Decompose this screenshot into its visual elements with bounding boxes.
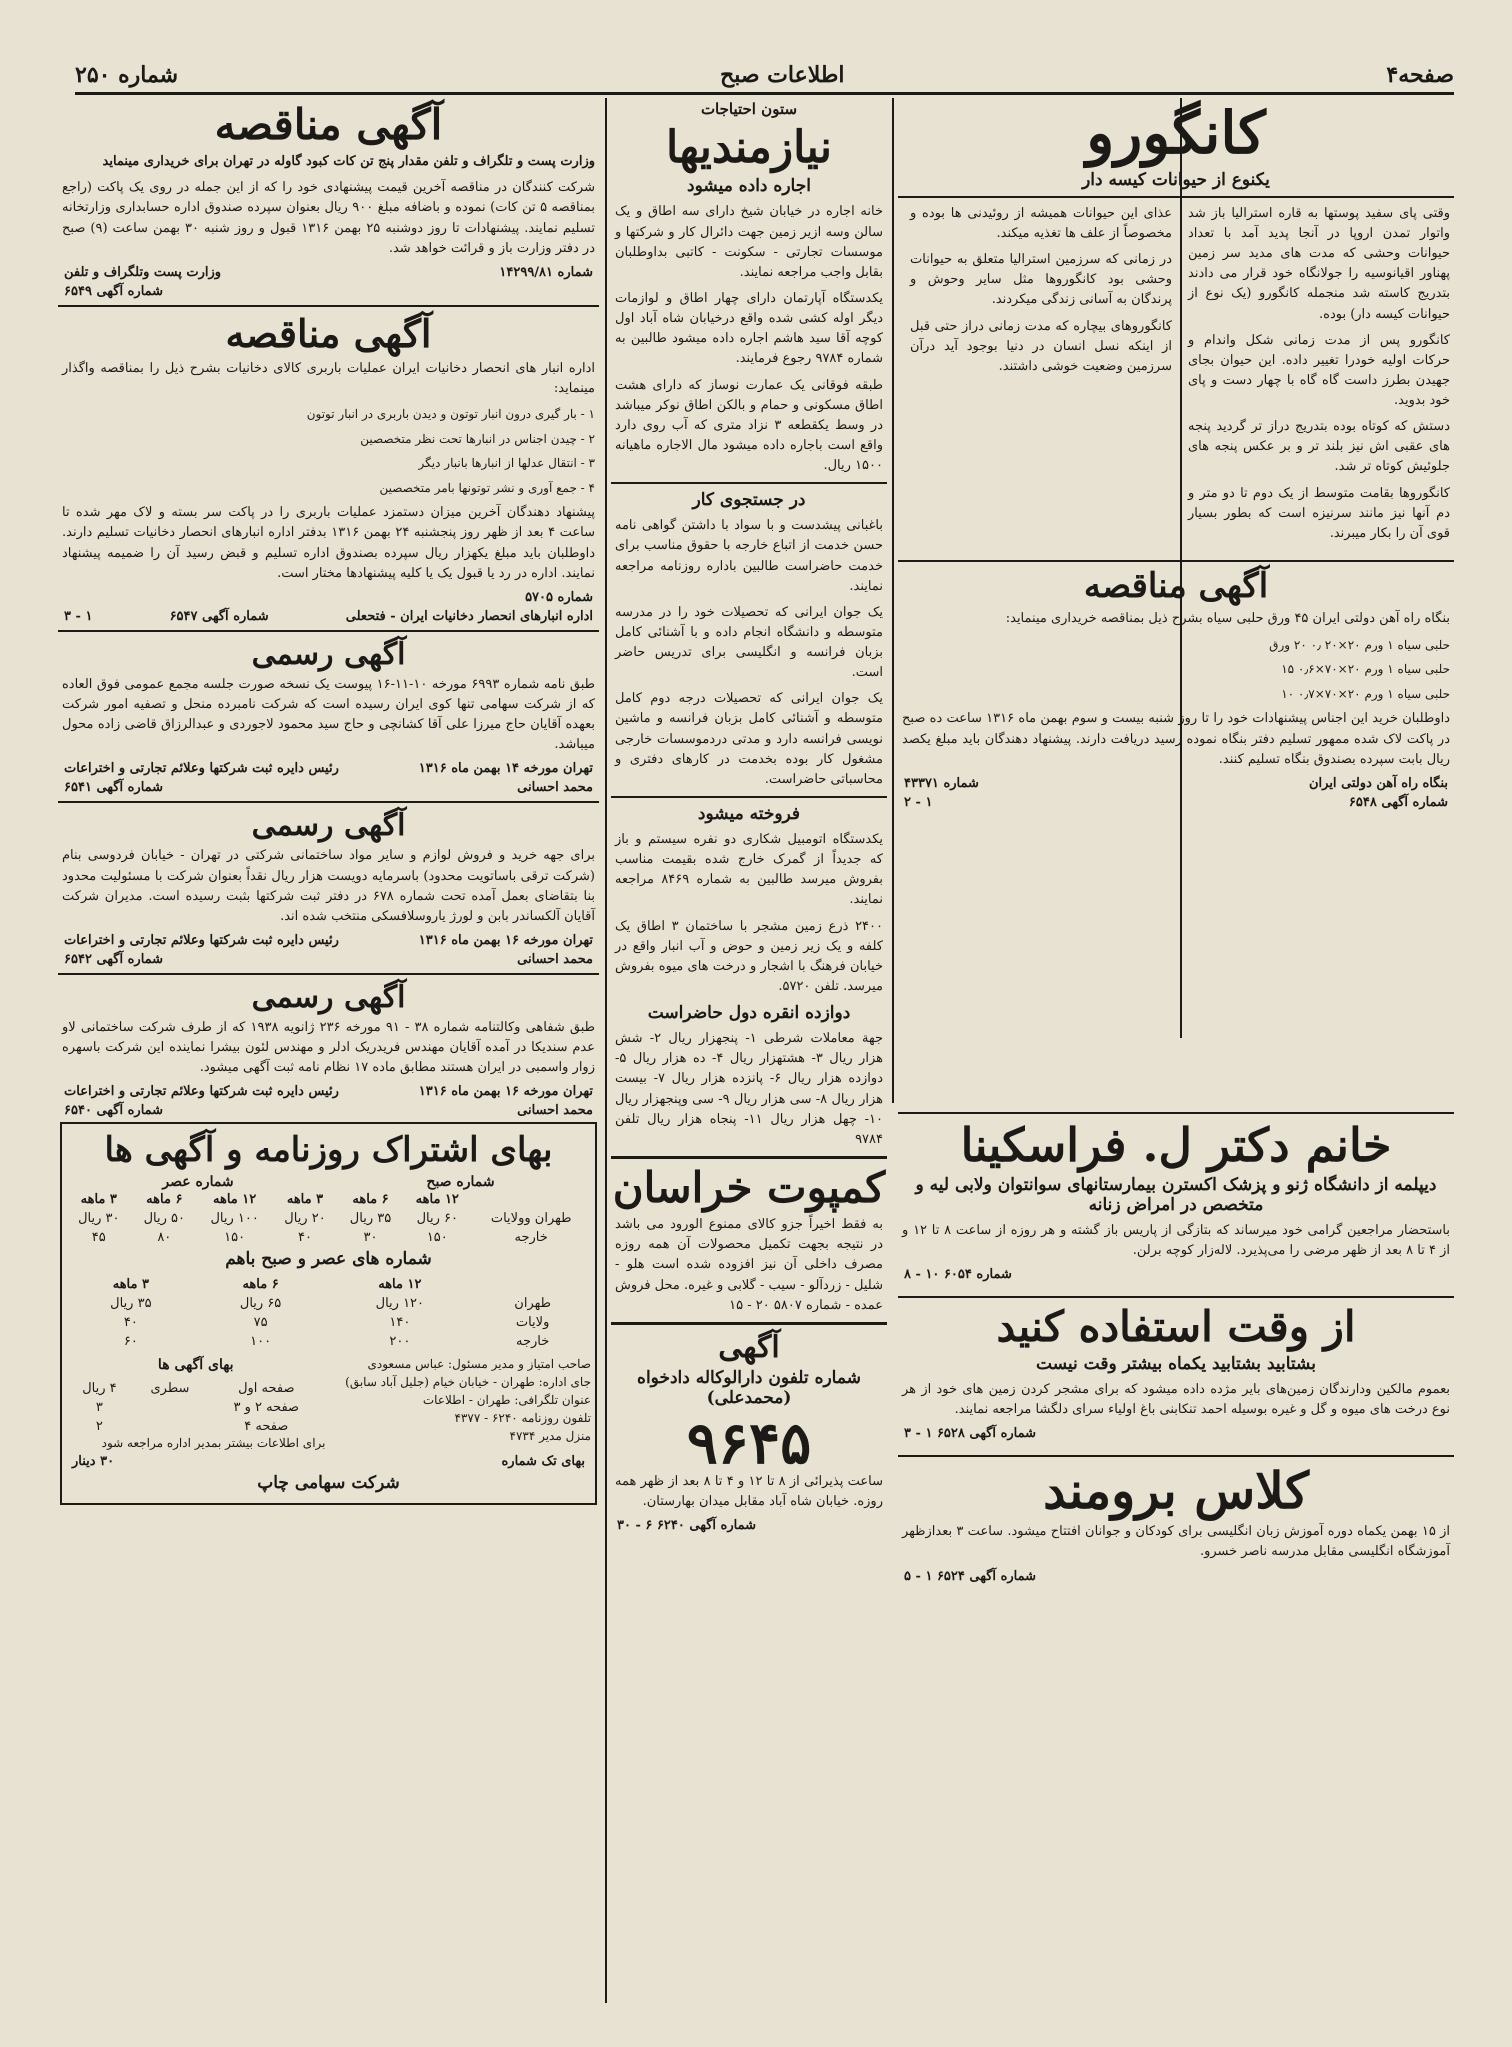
class-title: کلاس برومند [1043,1461,1309,1521]
rent-item: خانه اجاره در خیابان شیخ دارای سه اطاق و یک سالن وسه ازیر زمین جهت دائرال کار و شرکتها و موسسات تجارتی - سکونت - کاتبی بداوطلبان بقابل واجب مراجعه نمایند. [615,204,883,280]
job-item: یک جوان ایرانی که تحصیلات خود را در مدرسه متوسطه و دانشگاه انجام داده و با آشنائی کامل بزبان فرانسه و انگلیسی برای تدریس حاضر است. [615,604,883,681]
table-row [66,1332,591,1351]
tobacco-tender-pages: ۱ - ۳ [64,608,93,624]
lawyer-ad-title: آگهی [718,1329,780,1365]
address-line: جای اداره: طهران - خیابان خیام (جلیل آباد سابق) [345,1374,591,1389]
class-body: از ۱۵ بهمن یکماه دوره آموزش زبان انگلیسی برای کودکان و جوانان افتتاح میشود. ساعت ۳ بعدازظهر آموزشگاه انگلیسی مقابل مدرسه ناصر خسرو. [902,1524,1450,1560]
subscription-title: بهای اشتراک روزنامه و آگهی ها [104,1130,553,1171]
official-notice-sign: محمد احسانی [517,780,593,796]
morning-label: شماره صبح [426,1173,495,1190]
rail-tender-item: حلبی سیاه ۱ ورم ۲۰×۷۰×۰٫۶ ۱۵ [1281,662,1450,677]
right-column [898,98,1454,1098]
tobacco-tender-item: ۴ - جمع آوری و نشر توتونها بامر متخصصین [379,480,595,495]
official-notice-body: طبق شفاهی وکالتنامه شماره ۳۸ - ۹۱ مورخه ۲۳۶ ژانویه ۱۹۳۸ که از طرف شرکت ساختمانی لاو عدم سندیکا در آمده آقایان مهندس فریدریک ادلر و مهندس لئون بیشرا نماینده این شرکت باسهره زوار واسمبی در ایران هستند مطابق ماده ۱۷ نظام نامه ثبت آگهی میشود. [62,1020,595,1076]
table-cell: طهران [514,1295,551,1311]
tobacco-tender-sign: اداره انبارهای انحصار دخانیات ایران - فتحعلی [345,608,593,624]
table-header: ۶ ماهه [352,1191,389,1207]
table-row [66,1398,326,1417]
class-ad: شماره آگهی ۶۵۲۴ ۱ - ۵ [904,1568,1037,1584]
rail-tender-item: حلبی سیاه ۱ ورم ۲۰×۷۰×۰٫۷ ۱۰ [1281,686,1450,701]
post-tender-ad: شماره آگهی ۶۵۴۹ [64,283,164,299]
official-notice-ad: شماره آگهی ۶۵۴۱ [64,780,164,796]
rail-tender-title: آگهی مناقصه [1083,566,1269,607]
lawyer-ad-num: شماره آگهی ۶۲۴۰ ۶ - ۳۰ [617,1518,757,1534]
table-cell: ۳۰ ریال [78,1210,120,1226]
table-cell: ۱۲۰ ریال [375,1295,425,1311]
official-notice-date: تهران مورخه ۱۴ بهمن ماه ۱۳۱۶ [418,761,593,777]
rail-tender-intro: بنگاه راه آهن دولتی ایران ۴۵ ورق حلبی سیاه بشرح ذیل بمناقصه خریداری مینماید: [1005,611,1450,627]
tobacco-tender-item: ۱ - بار گیری درون انبار توتون و دیدن باربری در انبار توتون [306,406,595,421]
table-header: ۱۲ ماهه [378,1276,422,1292]
twelve-subtitle: دوازده انقره دول حاضراست [647,1003,851,1024]
table-row [66,1294,591,1313]
rent-subtitle: اجاره داده میشود [687,176,811,197]
table-cell: ۱۴۰ [389,1314,411,1330]
rail-tender-ad: شماره آگهی ۶۵۴۸ [1348,794,1448,810]
table-cell: سطری [150,1380,190,1396]
subscription-box [60,1122,597,1504]
combined-label: شماره های عصر و صبح باهم [225,1248,432,1269]
job-item: یک جوان ایرانی که تحصیلات درجه دوم کامل متوسطه و آشنائی کامل بزبان فرانسه و ماشین نویسی فرانسه دارد و مدتی دردموسسات خارجی مشغول کار بوده بخدمت در کارهای دفتری و محاسباتی حاضراست. [615,691,883,787]
ads-price-table [66,1379,326,1436]
table-header [474,1275,591,1294]
rail-tender-num: شماره ۴۳۳۷۱ [904,775,979,791]
post-tender-body: شرکت کنندگان در مناقصه آخرین قیمت پیشنهادی خود را که از این جمله در روی یک پاکت (راجع بمناقصه ۵ تن کات) نموده و باضافه مبلغ ۹۰۰ ریال بعنوان سپرده صندوق اداره حسابداری وزارتخانه تسلیم نمایند. پیشنهادات تا روز دوشنبه ۲۵ بهمن ۱۳۱۶ قبول و روز شنبه ۳۰ بهمن ساعت (۹) صبح در دفتر وزارت باز و قرائت خواهد شد. [62,180,596,256]
masthead [75,58,1454,95]
ads-price-label: بهای آگهی ها [157,1356,234,1373]
table-header [471,1190,591,1209]
issue-number: شماره ۲۵۰ [75,62,179,88]
table-cell [133,1398,207,1417]
table-cell: ۲۰ ریال [284,1210,326,1226]
table-header: ۳ ماهه [112,1276,149,1292]
post-tender-sign: وزارت پست وتلگراف و تلفن [64,264,222,280]
table-cell: خارجه [514,1229,548,1245]
table-cell: صفحه ۴ [244,1418,289,1434]
table-cell: ۶۰ ریال [416,1210,458,1226]
table-cell: ۷۵ [253,1314,268,1330]
table-cell [133,1417,207,1436]
table-cell: خارجه [515,1333,550,1349]
kangaroo-subtitle: یکنوع از حیوانات کیسه دار [1082,169,1270,190]
table-row [66,1379,326,1398]
kangaroo-paragraph: کانگوروهای بیچاره که مدت زمانی دراز حتی قبل از اینکه نسل انسان در دنیا بوجود آید درآن سرزمین وضعیت خوشی داشتند. [910,318,1172,374]
sale-item: یکدستگاه اتومبیل شکاری دو نفره سیستم و باز که جدیداً از گمرک خارج شده بقیمت مناسب بفروش میرسد طالبین به شماره ۸۴۶۹ مراجعه نمایند. [615,832,883,908]
official-notice-body: طبق نامه شماره ۶۹۹۳ مورخه ۱۰-۱۱-۱۶ پیوست یک نسخه صورت جلسه مجمع عمومی فوق العاده که از شرکت سهامی تنها کوی ایران رسیده است که شرکت نامبرده منحل و تصفیه امور شرکت بعهده آقایان حاج میرزا علی آقا کشانچی و حاج سید محمود لاجوردی و عبدالرزاق قاضی زاده محول میباشد. [62,676,595,753]
telegraph-line: عنوان تلگرافی: طهران - اطلاعات [422,1392,591,1407]
subscription-table [66,1190,591,1247]
table-cell: ۴۰ [298,1229,312,1245]
official-notice-sign: محمد احسانی [517,952,593,968]
rent-item: یکدستگاه آپارتمان دارای چهار اطاق و لوازمات دیگر اوله کشی شده واقع درخیابان شاه آباد اول کوچه آقا سید هاشم اجاره داده میشود طالبین به شماره ۹۷۸۴ رجوع فرمایند. [615,290,883,367]
table-cell: صفحه اول [238,1380,295,1396]
needs-title: نیازمندیها [665,122,833,173]
table-cell: ۴۵ [91,1229,106,1245]
time-body: بعموم مالکین ودارندگان زمین‌های بایر مژده داده میشود که برای مشجر کردن زمین های خود از هر نوع درخت های میوه و گل و غیره بوسیله احمد تنکابنی باغ اولیاء سرای دلگشا مراجعه نمایند. [902,1382,1450,1418]
ads-note: برای اطلاعات بیشتر بمدیر اداره مراجعه شود [101,1435,326,1450]
tobacco-tender-body: پیشنهاد دهندگان آخرین میزان دستمزد عملیات باربری را در پاکت سر بسته و لاک مهر شده تا ساعت ۴ بعد از ظهر روز پنجشنبه ۲۴ بهمن ۱۳۱۶ بدفتر اداره انبارهای انحصار دخانیات تسلیم دارند. داوطلبان باید مبلغ یکهزار ریال سپرده بصندوق اداره تسلیم و قبض رسید آن را ضمیمه پیشنهاد نمایند. اداره در رد یا قبول یک یا کلیه پیشنهادها مختار است. [62,505,595,581]
tobacco-tender-title: آگهی مناقصه [225,310,432,356]
post-tender-lead: وزارت پست و تلگراف و تلفن مقدار پنج تن کات کبود گاوله در تهران برای خریداری مینماید [102,154,595,170]
combined-table [66,1275,591,1351]
table-cell: ۳۰ [363,1229,378,1245]
twelve-body: جهة معاملات شرطی ۱- پنجهزار ریال ۲- شش هزار ریال ۳- هشتهزار ریال ۴- ده هزار ریال ۵- دوازده هزار ریال ۶- پانزده هزار ریال ۷- بیست هزار ریال ۸- سی هزار ریال ۹- سی وپنجهزار ریال ۱۰- چهل هزار ریال ۱۱- پنجاه هزار ریال تلفن ۹۷۸۴ [615,1031,883,1147]
phones-line: تلفون روزنامه ۶۲۴۰ - ۴۳۷۷ [454,1410,591,1425]
official-notice-sign: محمد احسانی [517,1103,593,1119]
job-item: باغبانی پیشدست و با سواد با داشتن گواهی نامه حسن خدمت از اتباع خارجه با حقوق مناسب برای خدمت حاضراست طالبین باداره روزنامه مراجعه نمایند. [615,518,883,594]
table-header: ۱۲ ماهه [213,1191,257,1207]
table-header: ۳ ماهه [286,1191,324,1207]
tobacco-tender-num: شماره ۵۷۰۵ [525,589,593,605]
evening-label: شماره عصر [162,1173,234,1190]
left-column [58,98,599,2003]
lower-right-column [898,1106,1454,2001]
column-divider [605,98,607,2003]
tobacco-tender-ad: شماره آگهی ۶۵۴۷ [169,608,269,624]
kangaroo-paragraph: دستش که کوتاه بوده بتدریج دراز تر گردید پنجه های عقبی اش نیز بلند تر و بر عکس پنجه های جلوئیش کوتاه تر شد. [1188,419,1450,475]
official-notice-ad: شماره آگهی ۶۵۴۲ [64,952,164,968]
table-header: ۱۲ ماهه [415,1191,459,1207]
table-cell: ۶۰ [123,1333,138,1349]
manager-phone-line: منزل مدیر ۴۷۳۴ [509,1428,591,1443]
table-header: ۶ ماهه [146,1191,183,1207]
table-cell: ۳ [95,1399,103,1415]
table-cell: طهران وولایات [490,1210,572,1226]
tobacco-tender-item: ۳ - انتقال عدلها از انبارها بانبار دیگر [418,456,595,471]
lawyer-phone: ۹۶۴۵ [686,1408,812,1477]
rail-tender-sign: بنگاه راه آهن دولتی ایران [1308,775,1448,791]
lawyer-ad-body: ساعت پذیرائی از ۸ تا ۱۲ و ۴ تا ۸ بعد از ظهر همه روزه. خیابان شاه آباد مقابل میدان بهارستان. [615,1473,884,1510]
sale-subtitle: فروخته میشود [697,804,801,825]
table-cell: ۸۰ [157,1229,172,1245]
table-cell: ۱۵۰ [426,1229,448,1245]
official-notice-title: آگهی رسمی [251,808,406,844]
official-notice-role: رئیس دایره ثبت شرکتها وعلائم تجارتی و اختراعات [64,1084,339,1100]
page-number: صفحه۴ [1386,62,1454,88]
single-copy-label: بهای تک شماره [501,1453,585,1469]
table-cell: ۱۵۰ [224,1229,246,1245]
printer-name: شرکت سهامی چاپ [257,1472,400,1493]
job-subtitle: در جستجوی کار [692,490,806,511]
rail-tender-pages: ۱ - ۲ [904,794,933,810]
kangaroo-title: کانگورو [1086,99,1266,167]
column-divider [892,98,894,1103]
table-cell: ۶۵ ریال [239,1295,282,1311]
rail-tender-item: حلبی سیاه ۱ ورم ۲۰×۲۰ ۰٫ ۲۰ ورق [1269,637,1450,652]
lawyer-ad-text: شماره تلفون دارالوکاله دادخواه (محمدعلی) [637,1367,861,1408]
middle-column [611,98,887,2003]
doctor-body: باستحضار مراجعین گرامی خود میرساند که بتازگی از پاریس باز گشته و هر روزه از ساعت ۸ تا ۱۲ و از ۴ تا ۸ بعد از ظهر مرضی را می‌پذیرد. لاله‌زار کوچه برلن. [902,1222,1450,1258]
table-row [66,1417,326,1436]
rail-tender-body: داوطلبان خرید این اجناس پیشنهادات خود را تا روز شنبه بیست و سوم بهمن ماه ۱۳۱۶ ساعت ده صبح در پاکت لاک شده ممهور تسلیم دفتر بنگاه نموده رسید دریافت دارند. پیشنهاد دهندگان باید مبلغ یکصد ریال بابت سپرده بصندوق بنگاه تسلیم کنند. [902,711,1450,767]
table-header: ۶ ماهه [242,1276,279,1292]
sale-item: ۲۴۰۰ ذرع زمین مشجر با ساختمان ۳ اطاق یک کلفه و یک زیر زمین و حوض و آب انبار واقع در خیابان فرهنگ با اشجار و درخت های میوه بفروش میرسد. تلفن ۵۷۲۰. [615,918,883,995]
needs-heading: ستون احتیاجات [700,100,798,118]
official-notice-role: رئیس دایره ثبت شرکتها وعلائم تجارتی و اختراعات [64,933,339,949]
khorasan-title: کمپوت خراسان [612,1163,886,1213]
doctor-title: خانم دکتر ل. فراسکینا [960,1118,1392,1172]
paper-name: اطلاعات صبح [720,62,845,88]
time-title: از وقت استفاده کنید [996,1301,1356,1351]
table-row [66,1228,591,1247]
time-ad: شماره آگهی ۶۵۲۸ ۱ - ۳ [904,1426,1037,1442]
table-cell: ۵۰ ریال [143,1210,185,1226]
table-cell: ۴۰ [123,1314,138,1330]
table-cell: ۱۰۰ ریال [210,1210,259,1226]
table-cell: ولایات [515,1314,550,1330]
time-subtitle: بشتابید بشتابید یکماه بیشتر وقت نیست [1036,1354,1316,1375]
khorasan-body: به فقط اخیراً جزو کالای ممنوع الورود می باشد در نتیجه بجهت تکمیل محصولات آن همه روزه مصرف داخلی آن نیز افزوده شده است هلو - شلیل - زردآلو - سیب - گلابی و غیره. محل فروش عمده - شماره ۵۸۰۷ ۲۰ - ۱۵ [615,1217,883,1313]
table-cell: ۴ ریال [82,1380,117,1396]
post-tender-title: آگهی مناقصه [214,100,443,149]
table-cell: ۳۵ ریال [110,1295,152,1311]
kangaroo-paragraph: عذای این حیوانات همیشه از روئیدنی ها بوده و مخصوصاً از علف ها تغذیه میکند. [910,205,1172,241]
official-notice-date: تهران مورخه ۱۶ بهمن ماه ۱۳۱۶ [418,1084,593,1100]
post-tender-num: شماره ۱۴۲۹۹/۸۱ [499,264,593,280]
owner-line: صاحب امتیاز و مدیر مسئول: عباس مسعودی [367,1356,591,1371]
official-notice-date: تهران مورخه ۱۶ بهمن ماه ۱۳۱۶ [418,933,593,949]
single-copy-price: ۳۰ دینار [72,1453,115,1469]
table-row [66,1209,591,1228]
official-notice-role: رئیس دایره ثبت شرکتها وعلائم تجارتی و اختراعات [64,761,339,777]
official-notice-ad: شماره آگهی ۶۵۴۰ [64,1103,164,1119]
table-cell: ۲۰۰ [389,1333,411,1349]
kangaroo-paragraph: وقتی پای سفید پوستها به قاره استرالیا باز شد واتوار تمدن اروپا در آنجا پدید آمد با تعداد حیوانات وحشی که مدت های مدید سر زمین پهناور اقیانوسیه را جولانگاه خود قرار می دادند بتدریج کاسته شد منجمله کانگورو (یک نوع از حیوانات کیسه دار) بوده. [1188,205,1450,322]
kangaroo-paragraph: کانگوروها بقامت متوسط از یک دوم تا دو متر و دم آنها نیز مانند سرنیزه است که بطور بسیار قوی آن را بکار میبرند. [1188,485,1450,541]
official-notice-body: برای جهه خرید و فروش لوازم و سایر مواد ساختمانی شرکتی در تهران - خیابان فردوسی بنام (شرکت ترقی باساتویت محدود) باسرمایه دویست هزار ریال نقداً بعنوان شرکت با مسئولیت محدود بنا بتقاضای بعمل آمده تحت شماره ۶۷۸ در دفتر ثبت شرکتها بثبت رسیده است. مدیران شرکت آقایان آلکساندر بابن و لورژ یاروسلافسکی منتخب شده اند. [62,848,595,924]
table-cell: ۲ [95,1418,103,1434]
tobacco-tender-lead: اداره انبار های انحصار دخانیات ایران عملیات باربری کالای دخانیات بشرح ذیل را بمناقصه واگذار مینماید: [62,360,595,396]
doctor-subtitle: دیپلمه از دانشگاه ژنو و پزشک اکسترن بیمارستانهای سوانتوان ولابی لیه و متخصص در امراض زنانه [915,1174,1437,1215]
table-row [66,1313,591,1332]
tobacco-tender-item: ۲ - چیدن اجناس در انبارها تحت نظر متخصصین [360,431,595,446]
kangaroo-paragraph: در زمانی که سرزمین استرالیا متعلق به حیوانات وحشی بود کانگوروها مثل سایر وحوش و پرندگان به آسانی زندگی میکردند. [910,252,1172,308]
table-cell: صفحه ۲ و ۳ [233,1399,300,1415]
official-notice-title: آگهی رسمی [251,980,406,1016]
official-notice-title: آگهی رسمی [251,636,406,672]
rent-item: طبقه فوقانی یک عمارت نوساز که دارای هشت اطاق مسکونی و حمام و بالکن اطاق نوکر میباشد در وسط یکقطعه ۳ نزاد متری که آب روی دارد واقع است باجاره داده میشود مال الاجاره ماهیانه ۱۵۰۰ ریال. [615,377,883,474]
kangaroo-paragraph: کانگورو پس از مدت زمانی شکل واندام و حرکات اولیه خودرا تغییر داده. این حیوان بجای جهیدن بطرز داست گاه گاه با چهار دست و پای خود بدوید. [1188,332,1450,409]
doctor-ad: شماره ۶۰۵۴ ۱۰ - ۸ [904,1266,1012,1282]
table-header: ۳ ماهه [80,1191,117,1207]
table-cell: ۱۰۰ [250,1333,272,1349]
table-cell: ۳۵ ریال [349,1210,392,1226]
